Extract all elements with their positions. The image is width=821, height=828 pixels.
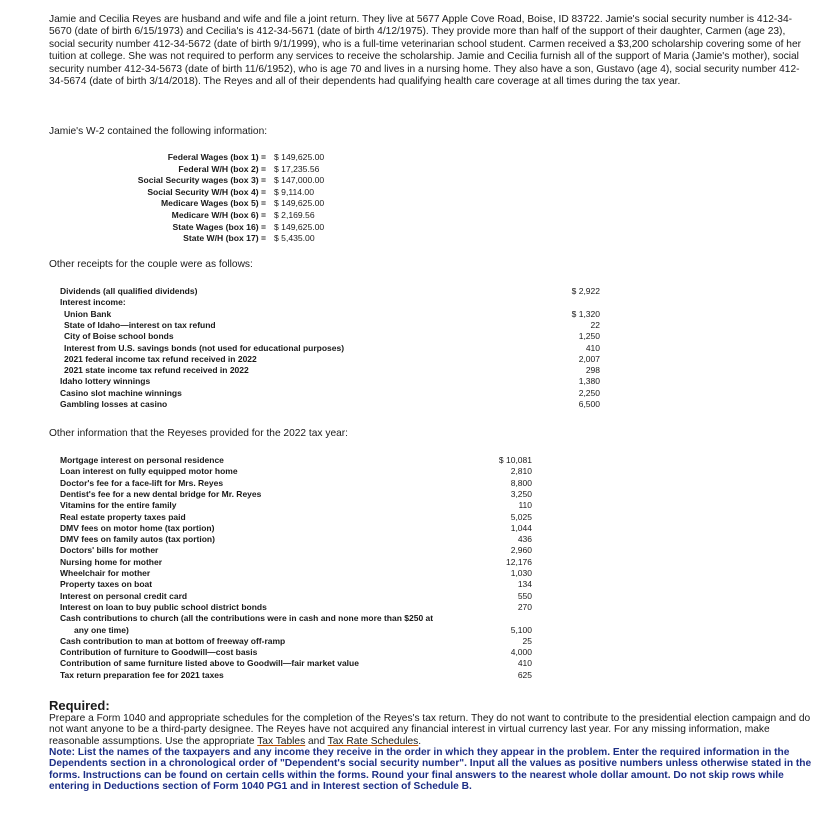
receipts-value: 22 (590, 319, 600, 330)
required-note: Note: List the names of the taxpayers and any income they receive in the order in which they appear in the problem. Enter the required information in the Dependents section in a chronological order of "Dependent's social security number". Input all the values as positive numbers unless otherwise stated in the forms. Instructions can be found on certain cells within the forms. Round your final answers to the nearest whole dollar amount. Do not skip rows while entering in Deductions section of Form 1040 PG1 and in Interest section of Schedule B. (49, 747, 812, 792)
other-label: Interest on loan to buy public school district bonds (60, 601, 267, 612)
other-label: Contribution of furniture to Goodwill—cost basis (60, 647, 258, 658)
receipts-value: 298 (585, 365, 600, 376)
required-instructions (49, 713, 814, 747)
other-value: 2,960 (510, 545, 532, 556)
w2-label: Medicare W/H (box 6) = (171, 210, 266, 220)
receipts-value: $ 2,922 (571, 286, 600, 296)
w2-value: $ 149,625.00 (274, 152, 325, 162)
other-value: $ 10,081 (498, 455, 532, 465)
receipts-label: Union Bank (64, 308, 112, 319)
other-value: 110 (518, 500, 532, 511)
other-label: Contribution of same furniture listed above to Goodwill—fair market value (60, 658, 359, 669)
w2-value: $ 149,625.00 (274, 198, 325, 209)
other-value: 2,810 (510, 466, 532, 477)
other-label: Real estate property taxes paid (60, 511, 186, 522)
other-label: Wheelchair for mother (60, 568, 151, 578)
w2-label: Federal W/H (box 2) = (178, 163, 266, 174)
other-value: 436 (517, 534, 532, 545)
required-text-and: and (305, 735, 328, 747)
other-label: Dentist's fee for a new dental bridge for Mr. Reyes (60, 488, 262, 499)
other-label: Mortgage interest on personal residence (60, 455, 224, 465)
other-value: 3,250 (510, 488, 532, 499)
w2-value: $ 17,235.56 (274, 163, 320, 174)
w2-label: Social Security W/H (box 4) = (147, 186, 266, 197)
other-label: any one time) (74, 624, 129, 635)
other-value: 550 (517, 590, 532, 601)
receipts-label: Interest income: (60, 297, 126, 308)
other-value: 625 (517, 669, 532, 680)
other-value: 5,100 (510, 624, 532, 635)
receipts-label: Gambling losses at casino (60, 399, 168, 409)
w2-label: State W/H (box 17) = (183, 233, 266, 244)
receipts-value: 6,500 (578, 399, 600, 409)
w2-value: $ 5,435.00 (274, 233, 315, 244)
required-title: Required: (49, 698, 110, 713)
receipts-value: 410 (585, 342, 600, 353)
w2-value: $ 147,000.00 (274, 175, 325, 186)
other-label: Doctors' bills for mother (60, 545, 159, 556)
receipts-heading: Other receipts for the couple were as follows: (49, 259, 253, 270)
w2-label: Federal Wages (box 1) = (167, 152, 266, 162)
receipts-value: 2,250 (578, 387, 600, 398)
other-value: 1,044 (510, 522, 532, 533)
other-label: Interest on personal credit card (60, 590, 188, 601)
required-text: Prepare a Form 1040 and appropriate schedules for the completion of the Reyes's tax return. They do not want to contribute to the presidential election campaign and do not want anyone to be a third-party designee. The Reyes have not acquired any financial interest in virtual currency last year. For any missing information, make reasonable assumptions. Use the appropriate (49, 713, 811, 747)
w2-value: $ 9,114.00 (274, 186, 314, 197)
receipts-label: State of Idaho—interest on tax refund (64, 319, 216, 330)
tax-rate-schedules-link[interactable]: Tax Rate Schedules (327, 735, 419, 747)
receipts-label: Casino slot machine winnings (60, 387, 182, 398)
other-value: 8,800 (510, 477, 532, 488)
receipts-label: 2021 state income tax refund received in 2022 (64, 365, 249, 376)
w2-heading: Jamie's W-2 contained the following information: (49, 126, 268, 137)
w2-label: State Wages (box 16) = (172, 221, 266, 232)
other-label: Nursing home for mother (60, 556, 163, 567)
receipts-label: Interest from U.S. savings bonds (not used for educational purposes) (64, 342, 345, 353)
other-value: 1,030 (510, 568, 532, 578)
receipts-value: 1,250 (578, 331, 600, 342)
other-value: 134 (517, 579, 532, 590)
other-value: 12,176 (506, 556, 532, 567)
receipts-label: 2021 federal income tax refund received in 2022 (64, 353, 257, 364)
receipts-value: 2,007 (578, 353, 600, 364)
other-value: 4,000 (510, 647, 532, 658)
receipts-label: Dividends (all qualified dividends) (60, 286, 198, 296)
receipts-label: Idaho lottery winnings (60, 376, 151, 387)
other-value: 410 (517, 658, 532, 669)
w2-value: $ 2,169.56 (274, 210, 315, 220)
w2-label: Medicare Wages (box 5) = (161, 198, 266, 209)
receipts-label: City of Boise school bonds (64, 331, 174, 342)
other-label: Cash contributions to church (all the contributions were in cash and none more than $250 at (60, 613, 434, 624)
other-label: Cash contribution to man at bottom of freeway off-ramp (60, 635, 286, 646)
other-label: DMV fees on family autos (tax portion) (60, 534, 215, 545)
required-text-end: . (418, 735, 422, 747)
other-value: 270 (517, 601, 532, 612)
other-value: 5,025 (510, 511, 532, 522)
w2-value: $ 149,625.00 (274, 221, 325, 232)
receipts-value: 1,380 (578, 376, 600, 387)
receipts-value: $ 1,320 (571, 308, 600, 319)
intro-paragraph: Jamie and Cecilia Reyes are husband and wife and file a joint return. They live at 5677 Apple Cove Road, Boise, ID 83722. Jamie's social security number is 412-34-5670 (date of birth 6/15/1973) and Cecilia's is 412-34-5671 (date of birth 4/12/1975). They provide more than half of the support of their daughter, Carmen (age 23), social security number 412-34-5672 (date of birth 9/1/1999), who is a full-time veterinarian school student. Carmen received a $3,200 scholarship covering some of her tuition at college. She was not required to perform any services to receive the scholarship. Jamie and Cecilia furnish all of the support of Maria (Jamie's mother), social security number 412-34-5673 (date of birth 11/6/1952), who is age 70 and lives in a nursing home. They also have a son, Gustavo (age 4), social security number 412-34-5674 (date of birth 3/14/2018). The Reyes and all of their dependents had qualifying health care coverage at all times during the tax year. (49, 14, 802, 88)
other-label: Loan interest on fully equipped motor home (60, 466, 238, 477)
tax-tables-link[interactable]: Tax Tables (257, 735, 306, 747)
other-value: 25 (522, 635, 532, 646)
other-info-heading: Other information that the Reyeses provided for the 2022 tax year: (49, 428, 348, 439)
other-label: DMV fees on motor home (tax portion) (60, 522, 215, 533)
other-label: Vitamins for the entire family (60, 500, 177, 511)
other-label: Doctor's fee for a face-lift for Mrs. Reyes (60, 477, 224, 488)
other-label: Tax return preparation fee for 2021 taxes (60, 669, 224, 680)
other-label: Property taxes on boat (60, 579, 153, 590)
w2-label: Social Security wages (box 3) = (137, 175, 266, 186)
